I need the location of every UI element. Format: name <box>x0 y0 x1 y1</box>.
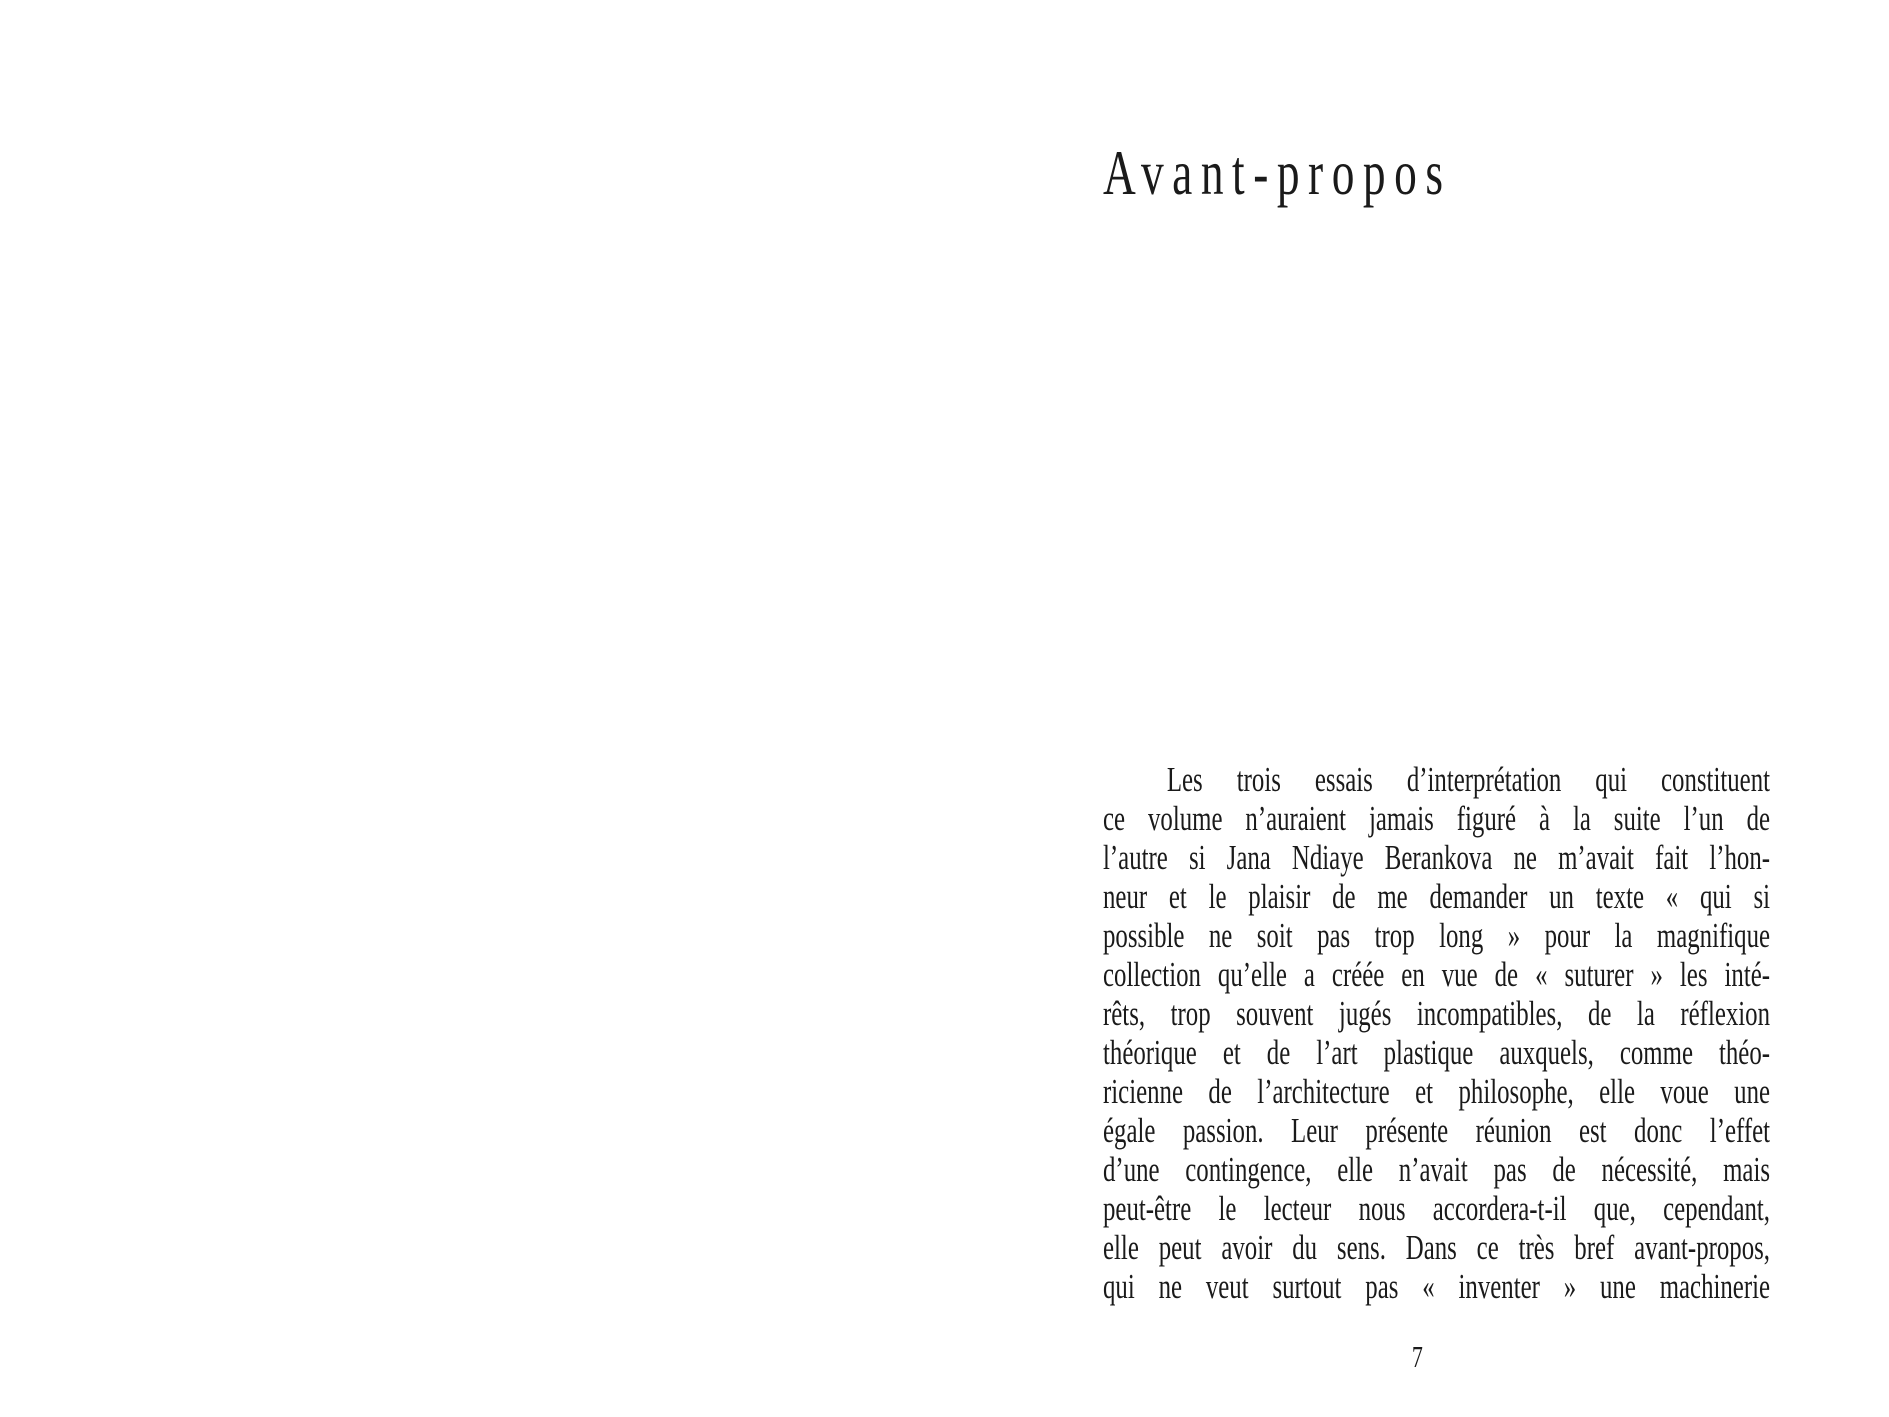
paragraph-line: égale passion. Leur présente réunion est donc l’effet <box>1103 1111 1771 1150</box>
paragraph-line: qui ne veut surtout pas « inventer » une machinerie <box>1103 1267 1771 1306</box>
paragraph-line: ce volume n’auraient jamais figuré à la suite l’un de <box>1103 799 1771 838</box>
paragraph-line: rêts, trop souvent jugés incompatibles, de la réflexion <box>1103 994 1771 1033</box>
paragraph-line: d’une contingence, elle n’avait pas de nécessité, mais <box>1103 1150 1771 1189</box>
paragraph-line: neur et le plaisir de me demander un texte « qui si <box>1103 877 1771 916</box>
paragraph-line: elle peut avoir du sens. Dans ce très bref avant-propos, <box>1103 1228 1771 1267</box>
paragraph-line: ricienne de l’architecture et philosophe, elle voue une <box>1103 1072 1771 1111</box>
paragraph-line: collection qu’elle a créée en vue de « suturer » les inté- <box>1103 955 1771 994</box>
chapter-title: Avant-propos <box>1103 137 1452 208</box>
type-area <box>1103 0 1770 1417</box>
paragraph-line: possible ne soit pas trop long » pour la magnifique <box>1103 916 1771 955</box>
left-page-blank <box>0 0 944 1417</box>
paragraph-line: l’autre si Jana Ndiaye Berankova ne m’avait fait l’hon- <box>1103 838 1771 877</box>
paragraph-line: peut-être le lecteur nous accordera-t-il que, cependant, <box>1103 1189 1771 1228</box>
body-paragraph <box>1103 760 1770 1306</box>
paragraph-line: Les trois essais d’interprétation qui constituent <box>1166 760 1771 799</box>
paragraph-line: théorique et de l’art plastique auxquels, comme théo- <box>1103 1033 1771 1072</box>
right-page <box>944 0 1889 1417</box>
page-number: 7 <box>1411 1339 1423 1374</box>
